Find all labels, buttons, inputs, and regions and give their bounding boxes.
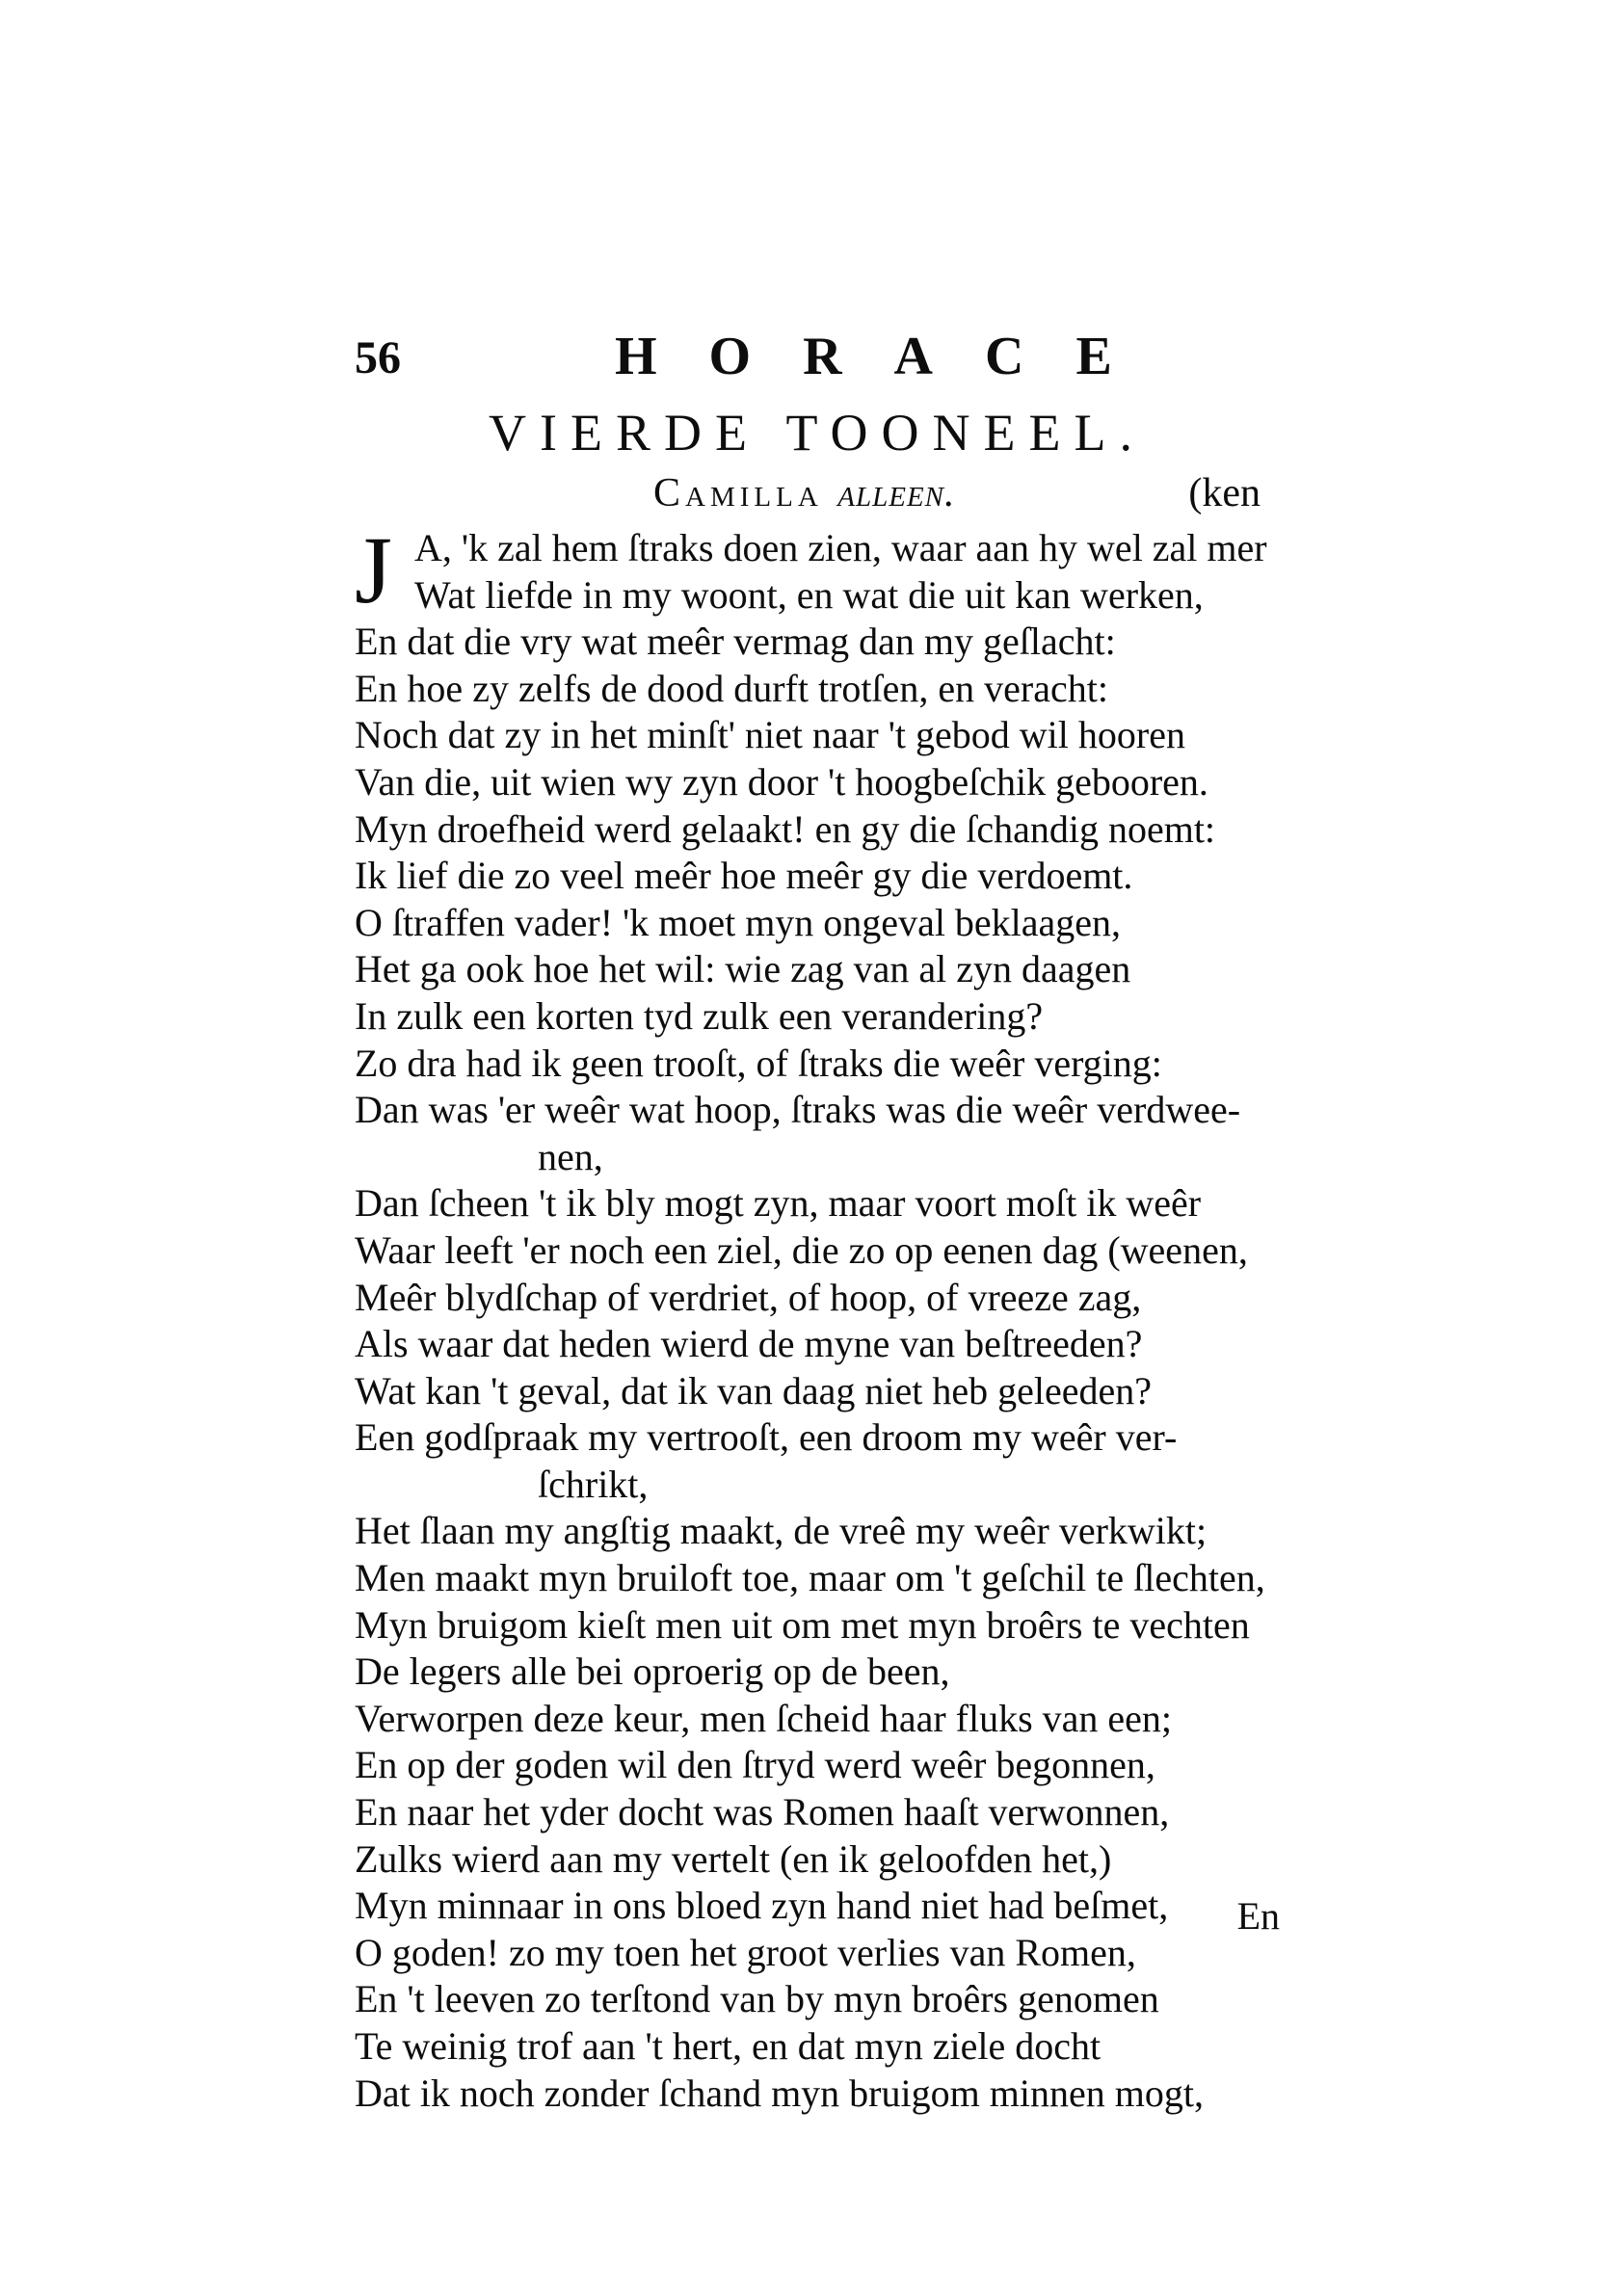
verse-line: Een godſpraak my vertrooſt, een droom my weêr ver- bbox=[355, 1415, 1178, 1460]
verse-line-turn: nen, bbox=[538, 1134, 603, 1178]
speaker-name-group bbox=[653, 470, 956, 516]
catchword: En bbox=[1236, 1894, 1280, 1938]
verse-line: Dan ſcheen 't ik bly mogt zyn, maar voort moſt ik weêr bbox=[355, 1181, 1202, 1226]
verse-line: Het ſlaan my angſtig maakt, de vreê my weêr verkwikt; bbox=[355, 1509, 1208, 1553]
verse-line: Myn bruigom kieſt men uit om met myn broêrs te vechten bbox=[355, 1602, 1250, 1647]
verse-line: Het ga ook hoe het wil: wie zag van al zyn daagen bbox=[355, 947, 1131, 991]
verse-line: En hoe zy zelfs de dood durft trotſen, en veracht: bbox=[355, 666, 1108, 710]
verse-line: Verworpen deze keur, men ſcheid haar fluks van een; bbox=[355, 1696, 1173, 1740]
drop-initial: J bbox=[355, 516, 392, 623]
verse-line: Zo dra had ik geen trooſt, of ſtraks die weêr verging: bbox=[355, 1041, 1162, 1085]
running-title: HORACE bbox=[615, 327, 1164, 386]
verse-line-turn: ſchrikt, bbox=[538, 1462, 649, 1506]
verse-line: Meêr blydſchap of verdriet, of hoop, of vreeze zag, bbox=[355, 1275, 1142, 1319]
verse-line: Men maakt myn bruiloft toe, maar om 't geſchil te ſlechten, bbox=[355, 1556, 1265, 1600]
verse-line: En dat die vry wat meêr vermag dan my geſlacht: bbox=[355, 620, 1116, 664]
stage-direction: alleen. bbox=[837, 471, 956, 515]
verse-block bbox=[355, 516, 1280, 2117]
verse-line: Ik lief die zo veel meêr hoe meêr gy die verdoemt. bbox=[355, 854, 1133, 898]
verse-line: Van die, uit wien wy zyn door 't hoogbeſchik gebooren. bbox=[355, 759, 1208, 804]
verse-line: O goden! zo my toen het groot verlies van Romen, bbox=[355, 1930, 1136, 1974]
verse-line-text: A, 'k zal hem ſtraks doen zien, waar aan hy wel zal mer bbox=[414, 526, 1267, 569]
verse-line: En naar het yder docht was Romen haaſt verwonnen, bbox=[355, 1790, 1170, 1834]
verse-line: O ſtraffen vader! 'k moet myn ongeval beklaagen, bbox=[355, 900, 1122, 944]
verse-line: Wat kan 't geval, dat ik van daag niet heb geleeden? bbox=[355, 1368, 1152, 1412]
verse-line: Waar leeft 'er noch een ziel, die zo op eenen dag (weenen, bbox=[355, 1227, 1248, 1272]
verse-line: De legers alle bei oproerig op de been, bbox=[355, 1649, 950, 1694]
verse-line: Myn droefheid werd gelaakt! en gy die ſchandig noemt: bbox=[355, 806, 1216, 851]
verse-line: Myn minnaar in ons bloed zyn hand niet had beſmet, bbox=[355, 1884, 1169, 1928]
verse-line: Als waar dat heden wierd de myne van beſtreeden? bbox=[355, 1322, 1143, 1366]
verse-line: Te weinig trof aan 't hert, en dat myn ziele docht bbox=[355, 2024, 1101, 2068]
verse-line: Zulks wierd aan my vertelt (en ik geloofden het,) bbox=[355, 1836, 1112, 1881]
page-number: 56 bbox=[355, 332, 401, 383]
speaker-line bbox=[355, 470, 1280, 528]
verse-line: Noch dat zy in het minſt' niet naar 't gebod wil hooren bbox=[355, 713, 1185, 757]
turnover-word: (ken bbox=[1188, 471, 1261, 515]
verse-line: En 't leeven zo terſtond van by myn broêrs genomen bbox=[355, 1977, 1159, 2021]
verse-line: En op der goden wil den ſtryd werd weêr begonnen, bbox=[355, 1743, 1155, 1787]
verse-line: Dan was 'er weêr wat hoop, ſtraks was die weêr verdwee- bbox=[355, 1088, 1241, 1132]
verse-line: Dat ik noch zonder ſchand myn bruigom minnen mogt, bbox=[355, 2071, 1204, 2115]
speaker-name: Camilla bbox=[653, 471, 823, 515]
verse-line: In zulk een korten tyd zulk een verandering? bbox=[355, 993, 1044, 1038]
scene-heading: VIERDE TOONEEL. bbox=[489, 404, 1146, 462]
running-head bbox=[355, 326, 1280, 393]
verse-line: Wat liefde in my woont, en wat die uit kan werken, bbox=[414, 572, 1204, 617]
